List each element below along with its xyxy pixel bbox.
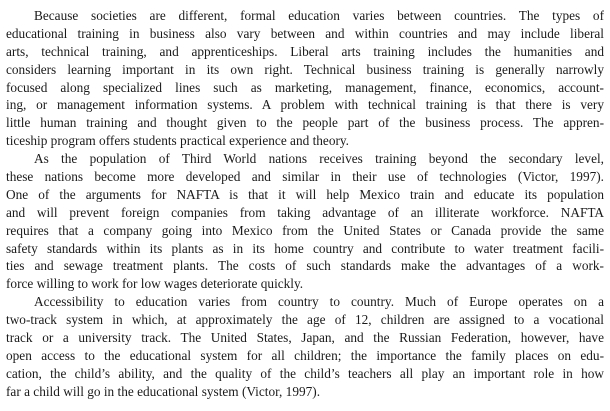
- text-line: considers learning important in its own right. Technical business training is generally narrowly: [6, 61, 604, 77]
- text-line: ties and sewage treatment plants. The costs of such standards make the advantages of a work-: [6, 258, 604, 274]
- text-line: educational training in business also vary between and within countries and may include liberal: [6, 25, 604, 41]
- paragraph-formal-education: [6, 7, 604, 150]
- text-line: Accessibility to education varies from country to country. Much of Europe operates on a: [34, 294, 604, 310]
- text-line: As the population of Third World nations receives training beyond the secondary level,: [34, 151, 604, 167]
- paragraph-third-world-nafta: [6, 150, 604, 293]
- text-line: force willing to work for low wages deteriorate quickly.: [6, 276, 304, 292]
- paragraph-accessibility: [6, 293, 604, 400]
- text-line: these nations become more developed and similar in their use of technologies (Victor, 1997).: [6, 169, 604, 185]
- text-line: One of the arguments for NAFTA is that it will help Mexico train and educate its population: [6, 186, 604, 202]
- text-line: Because societies are different, formal education varies between countries. The types of: [34, 8, 604, 23]
- text-line: ticeship program offers students practical experience and theory.: [6, 133, 349, 149]
- text-line: and will prevent foreign companies from taking advantage of an illiterate workforce. NAFTA: [6, 204, 604, 220]
- text-line: requires that a company going into Mexico from the United States or Canada provide the same: [6, 222, 604, 238]
- text-line: arts, technical training, and apprenticeships. Liberal arts training includes the humanities and: [6, 43, 604, 59]
- text-line: two-track system in which, at approximately the age of 12, children are assigned to a vocational: [6, 312, 604, 328]
- text-line: little human training and thought given to the people part of the business process. The appren-: [6, 115, 604, 131]
- text-line: open access to the educational system for all children; the importance the family places on edu-: [6, 347, 604, 363]
- text-line: safety standards within its plants as in its home country and contribute to water treatment facili-: [6, 240, 604, 256]
- text-line: far a child will go in the educational system (Victor, 1997).: [6, 383, 321, 399]
- text-line: track or a university track. The United States, Japan, and the Russian Federation, however, have: [6, 330, 604, 346]
- text-line: focused along specialized lines such as marketing, management, finance, economics, account-: [6, 79, 604, 95]
- text-line: cation, the child’s ability, and the quality of the child’s teachers all play an important role in how: [6, 365, 604, 381]
- text-line: ing, or management information systems. A problem with technical training is that there is very: [6, 97, 604, 113]
